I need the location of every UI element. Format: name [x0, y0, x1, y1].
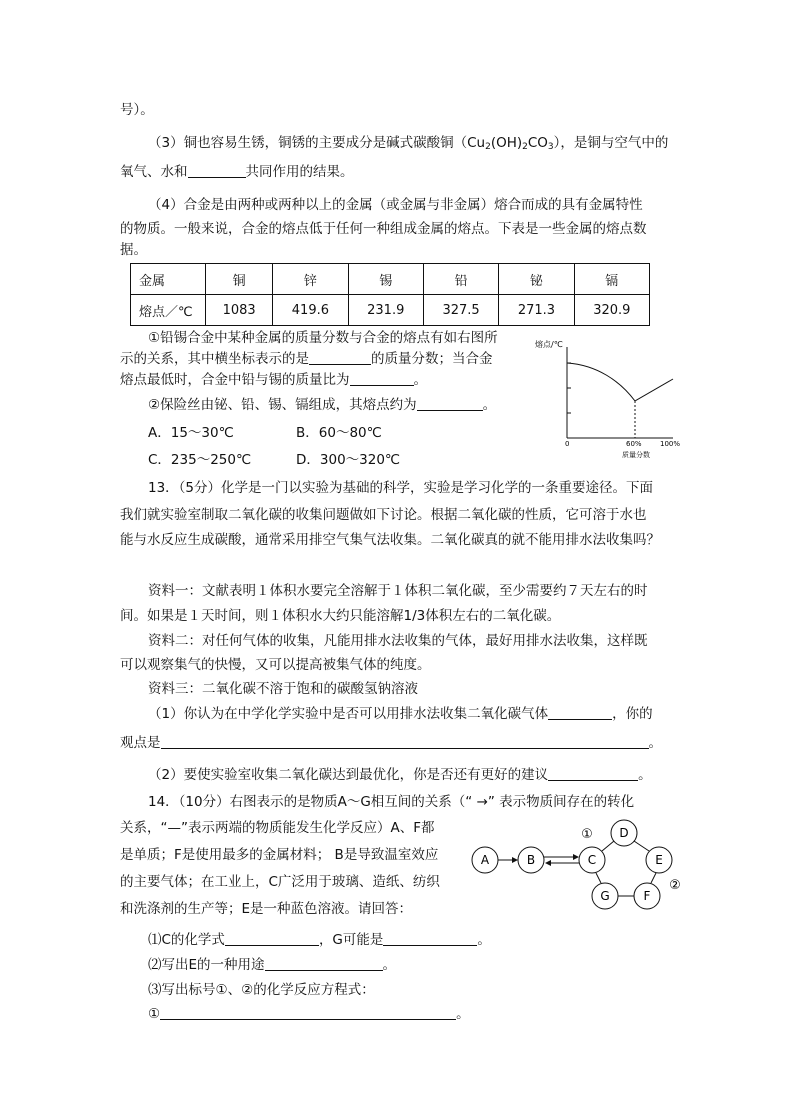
question-4-line-1: （4）合金是由两种或两种以上的金属（或金属与非金属）熔合而成的具有金属特性: [148, 197, 643, 213]
node-label: E: [655, 853, 663, 867]
option-d[interactable]: D．300～320℃: [296, 452, 401, 468]
graph-curve-left: [567, 363, 635, 401]
node-label: A: [480, 853, 490, 867]
table-cell: 327.5: [423, 295, 498, 326]
graph-ylabel: 熔点/℃: [535, 340, 563, 349]
link-e-f: [651, 873, 656, 883]
subquestion-1-line-2: 示的关系，其中横坐标表示的是 的质量分数；当合金: [120, 351, 493, 367]
reference-3-line: 资料三：二氧化碳不溶于饱和的碳酸氢钠溶液: [148, 681, 418, 697]
answer-blank[interactable]: [383, 931, 477, 946]
answer-blank[interactable]: [548, 705, 612, 720]
question-13-1-line-2: 观点是 。: [120, 735, 662, 751]
question-14-line-3: 是单质；F是使用最多的金属材料； B是导致温室效应: [120, 847, 439, 863]
question-3-line-2: 氧气、水和 共同作用的结果。: [120, 164, 354, 180]
link-c-d: [602, 841, 614, 851]
question-3-line-1: （3）铜也容易生锈，铜锈的主要成分是碱式碳酸铜$(Cu_2(OH)_2CO_3)$，是铜与空气中的: [148, 135, 669, 152]
table-cell: 231.9: [348, 295, 423, 326]
answer-blank[interactable]: [309, 350, 371, 365]
arrowhead-icon: [512, 857, 518, 863]
question-4-line-3: 据。: [120, 242, 147, 258]
question-13-2-line: （2）要使实验室收集二氧化碳达到最优化，你是否还有更好的建议 。: [148, 767, 652, 783]
reference-2-line-2: 可以观察集气的快慢，又可以提高被集气体的纯度。: [120, 657, 431, 673]
question-13-1-line-1: （1）你认为在中学化学实验中是否可以用排水法收集二氧化碳气体 ，你的: [148, 706, 653, 722]
answer-blank[interactable]: [350, 371, 414, 386]
node-label: F: [643, 889, 651, 903]
arrowhead-icon: [573, 854, 579, 860]
melting-point-graph: [525, 333, 690, 460]
reference-2-line-1: 资料二：对任何气体的收集，凡能用排水法收集的气体，最好用排水法收集，这样既: [148, 633, 648, 649]
question-13-line-2: 我们就实验室制取二氧化碳的收集问题做如下讨论。根据二氧化碳的性质，它可溶于水也: [120, 507, 647, 523]
table-header-cell: 金属: [131, 264, 206, 295]
question-14-line-1: 14．（10分）右图表示的是物质A～G相互间的关系（“ →” 表示物质间存在的转化: [148, 794, 635, 810]
table-cell: 419.6: [273, 295, 348, 326]
option-c[interactable]: C．235～250℃: [148, 452, 252, 468]
answer-blank[interactable]: [265, 956, 383, 971]
table-cell: 锡: [348, 264, 423, 295]
link-g-c: [596, 873, 601, 883]
text-line: 号）。: [120, 102, 154, 118]
question-4-line-2: 的物质。一般来说，合金的熔点低于任何一种组成金属的熔点。下表是一些金属的熔点数: [120, 221, 647, 237]
arrowhead-icon: [545, 860, 551, 866]
subquestion-2-line: ②保险丝由铋、铅、锡、镉组成，其熔点约为 。: [148, 397, 497, 413]
question-14-line-4: 的主要气体；在工业上，C广泛用于玻璃、造纸、纺织: [120, 874, 440, 890]
melting-point-table: [130, 263, 650, 326]
table-cell: 镉: [574, 264, 649, 295]
graph-origin: 0: [565, 440, 570, 448]
table-header-cell: 熔点／℃: [131, 295, 206, 326]
option-b[interactable]: B．60～80℃: [296, 425, 382, 441]
table-cell: 320.9: [574, 295, 649, 326]
relation-diagram: [468, 816, 688, 916]
answer-blank[interactable]: [225, 931, 319, 946]
answer-blank[interactable]: [548, 766, 638, 781]
table-row: [131, 295, 650, 326]
graph-curve-right: [635, 379, 673, 401]
reference-1-line-2: 间。如果是１天时间，则１体积水大约只能溶解1/3体积左右的二氧化碳。: [120, 608, 561, 624]
table-cell: 1083: [206, 295, 273, 326]
node-label: D: [619, 826, 629, 840]
table-cell: 铅: [423, 264, 498, 295]
graph-tick-label: 60%: [626, 440, 642, 448]
graph-xlabel: 质量分数: [622, 451, 650, 459]
reaction-mark-2: ②: [669, 878, 681, 893]
node-label: G: [600, 889, 610, 903]
question-14-4-line: ① 。: [148, 1006, 470, 1022]
table-cell: 铜: [206, 264, 273, 295]
table-cell: 铋: [499, 264, 574, 295]
subquestion-1-line-3: 熔点最低时，合金中铅与锡的质量比为 。: [120, 372, 427, 388]
question-13-line-3: 能与水反应生成碳酸，通常采用排空气集气法收集。二氧化碳真的就不能用排水法收集吗？: [120, 532, 660, 548]
reaction-mark-1: ①: [581, 827, 593, 842]
question-14-line-2: 关系，“—”表示两端的物质能发生化学反应）A、F都: [120, 820, 435, 836]
link-d-e: [634, 841, 649, 851]
node-label: C: [587, 853, 597, 867]
answer-blank[interactable]: [161, 734, 649, 749]
table-row: [131, 264, 650, 295]
question-14-2-line: ⑵写出E的一种用途 。: [148, 957, 397, 973]
question-14-line-5: 和洗涤剂的生产等；E是一种蓝色溶液。请回答：: [120, 901, 413, 917]
question-14-1-line: ⑴C的化学式 ，G可能是 。: [148, 932, 491, 948]
question-14-3-line: ⑶写出标号①、②的化学反应方程式：: [148, 982, 375, 998]
table-cell: 271.3: [499, 295, 574, 326]
option-a[interactable]: A．15～30℃: [148, 425, 234, 441]
answer-blank[interactable]: [417, 396, 483, 411]
reference-1-line-1: 资料一：文献表明１体积水要完全溶解于１体积二氧化碳，至少需要约７天左右的时: [148, 583, 648, 599]
subquestion-1-line-1: ①铅锡合金中某种金属的质量分数与合金的熔点有如右图所: [148, 330, 498, 346]
node-label: B: [526, 853, 536, 867]
graph-tick-label: 100%: [660, 440, 681, 448]
answer-blank[interactable]: [160, 1005, 456, 1020]
question-13-line-1: 13．（5分）化学是一门以实验为基础的科学，实验是学习化学的一条重要途径。下面: [148, 480, 654, 496]
table-cell: 锌: [273, 264, 348, 295]
answer-blank[interactable]: [188, 163, 246, 178]
